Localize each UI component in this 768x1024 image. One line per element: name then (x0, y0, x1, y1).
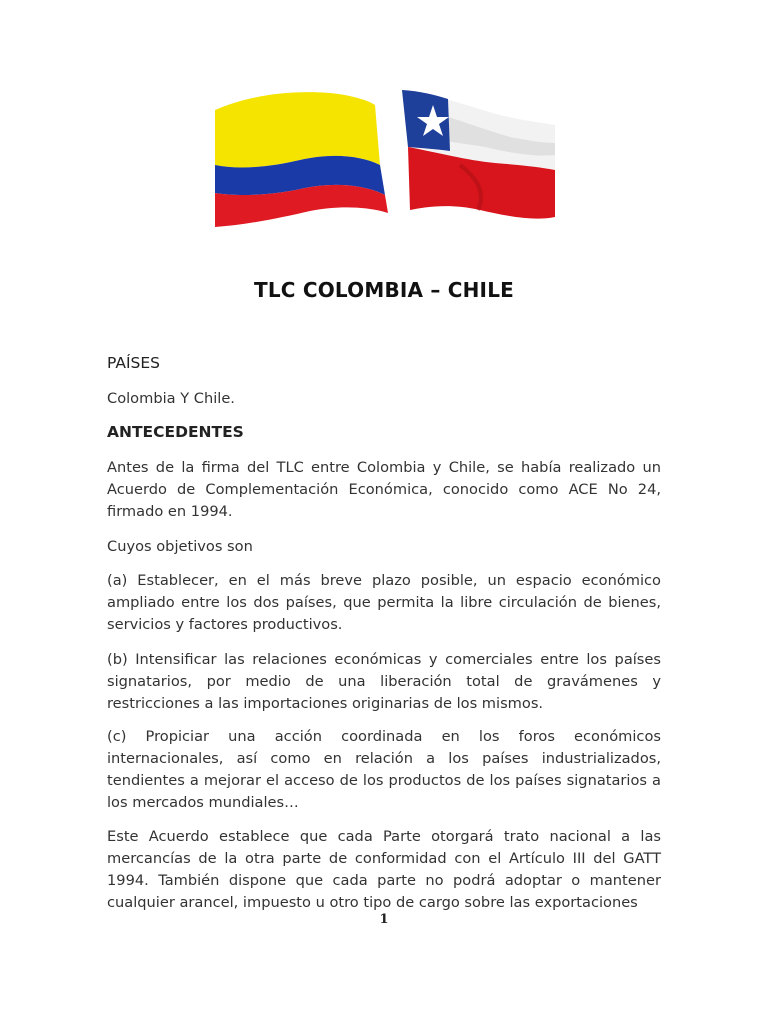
antecedentes-paragraph: Antes de la firma del TLC entre Colombia y Chile, se había realizado un Acuerdo de Complementación Económica, conocido como ACE No 24, firmado en 1994. (107, 459, 661, 520)
objetivo-c-paragraph: (c) Propiciar una acción coordinada en los foros económicos internacionales, así como en relación a los países industrializados, tendientes a mejorar el acceso de los productos de los países signatarios a los mercados mundiales… (107, 728, 661, 811)
chile-flag-icon (402, 90, 555, 219)
paises-text: Colombia Y Chile. (107, 390, 235, 407)
section-heading-paises: PAÍSES (107, 354, 161, 372)
acuerdo-paragraph: Este Acuerdo establece que cada Parte otorgará trato nacional a las mercancías de la otra parte de conformidad con el Artículo III del GATT 1994. También dispone que cada parte no podrá adoptar o mantener cualquier arancel, impuesto u otro tipo de cargo sobre las exportaciones (107, 828, 661, 911)
section-heading-antecedentes: ANTECEDENTES (107, 423, 244, 441)
document-title: TLC COLOMBIA – CHILE (254, 278, 514, 302)
flags-illustration (210, 85, 560, 230)
objetivos-intro: Cuyos objetivos son (107, 538, 253, 555)
objetivo-b-paragraph: (b) Intensificar las relaciones económicas y comerciales entre los países signatarios, por medio de una liberación total de gravámenes y restricciones a las importaciones originarias de los mismos. (107, 651, 661, 712)
page-number: 1 (379, 912, 389, 927)
objetivo-a-paragraph: (a) Establecer, en el más breve plazo posible, un espacio económico ampliado entre los dos países, que permita la libre circulación de bienes, servicios y factores productivos. (107, 572, 661, 633)
colombia-flag-icon (215, 92, 388, 227)
